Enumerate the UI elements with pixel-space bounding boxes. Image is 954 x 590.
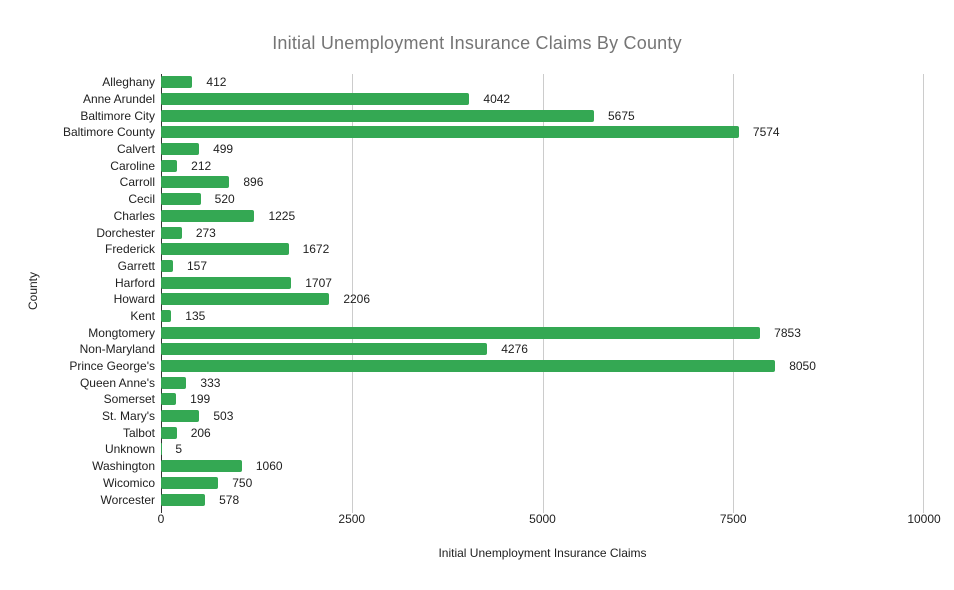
value-label: 1060 bbox=[255, 459, 283, 474]
chart-row bbox=[0, 308, 954, 325]
value-label: 333 bbox=[200, 375, 221, 390]
x-axis-title: Initial Unemployment Insurance Claims bbox=[438, 546, 647, 560]
category-label: Harford bbox=[114, 275, 155, 290]
category-label: Caroline bbox=[110, 158, 155, 173]
bar bbox=[161, 427, 177, 439]
chart-row bbox=[0, 491, 954, 508]
category-label: Worcester bbox=[100, 492, 155, 507]
category-label: Prince George's bbox=[69, 359, 155, 374]
bar bbox=[161, 494, 205, 506]
bar-area bbox=[161, 308, 924, 325]
bar-area bbox=[161, 324, 924, 341]
bar-area bbox=[161, 475, 924, 492]
chart-row bbox=[0, 274, 954, 291]
value-label: 4042 bbox=[483, 92, 511, 107]
bar-area bbox=[161, 291, 924, 308]
chart-row bbox=[0, 174, 954, 191]
value-label: 5675 bbox=[608, 108, 635, 123]
x-axis-tick-labels bbox=[157, 512, 941, 527]
bar-area bbox=[161, 441, 924, 458]
bar-area bbox=[161, 91, 924, 108]
bar bbox=[161, 176, 229, 188]
chart-row bbox=[0, 208, 954, 225]
x-tick-label: 0 bbox=[157, 512, 165, 526]
bar bbox=[161, 243, 289, 255]
value-label: 206 bbox=[190, 425, 211, 440]
category-label: Baltimore City bbox=[80, 108, 155, 123]
value-label: 2206 bbox=[343, 292, 371, 307]
category-label: Baltimore County bbox=[62, 125, 155, 140]
bar bbox=[161, 410, 199, 422]
chart-row bbox=[0, 241, 954, 258]
bar-area bbox=[161, 208, 924, 225]
bar-area bbox=[161, 408, 924, 425]
chart-row bbox=[0, 458, 954, 475]
chart-row bbox=[0, 124, 954, 141]
bar-area bbox=[161, 74, 924, 91]
chart-row bbox=[0, 341, 954, 358]
chart-row bbox=[0, 141, 954, 158]
category-label: Somerset bbox=[103, 392, 155, 407]
bar-area bbox=[161, 191, 924, 208]
value-label: 212 bbox=[191, 158, 212, 173]
value-label: 135 bbox=[185, 308, 206, 323]
y-axis-title: County bbox=[26, 271, 40, 311]
plot-rows bbox=[0, 74, 954, 508]
chart-row bbox=[0, 74, 954, 91]
bar-area bbox=[161, 141, 924, 158]
category-label: Charles bbox=[113, 208, 155, 223]
bar-area bbox=[161, 258, 924, 275]
category-label: Anne Arundel bbox=[82, 92, 155, 107]
chart-row bbox=[0, 191, 954, 208]
category-label: Dorchester bbox=[96, 225, 155, 240]
bar-area bbox=[161, 241, 924, 258]
bar bbox=[161, 126, 739, 138]
x-tick-label: 10000 bbox=[907, 512, 941, 526]
value-label: 1225 bbox=[268, 208, 296, 223]
bar-area bbox=[161, 374, 924, 391]
bar bbox=[161, 277, 291, 289]
bar bbox=[161, 93, 469, 105]
bar bbox=[161, 110, 594, 122]
category-label: Queen Anne's bbox=[79, 375, 155, 390]
chart-row bbox=[0, 408, 954, 425]
bar-area bbox=[161, 391, 924, 408]
chart-row bbox=[0, 324, 954, 341]
bar-area bbox=[161, 358, 924, 375]
value-label: 273 bbox=[195, 225, 216, 240]
bar bbox=[161, 193, 201, 205]
category-label: Carroll bbox=[119, 175, 155, 190]
bar bbox=[161, 310, 171, 322]
chart-row bbox=[0, 157, 954, 174]
bar bbox=[161, 327, 760, 339]
value-label: 896 bbox=[243, 175, 264, 190]
chart-row bbox=[0, 441, 954, 458]
value-label: 503 bbox=[213, 409, 234, 424]
category-label: Kent bbox=[130, 308, 155, 323]
category-label: Unknown bbox=[104, 442, 155, 457]
chart-row bbox=[0, 291, 954, 308]
bar bbox=[161, 393, 176, 405]
value-label: 7853 bbox=[774, 325, 801, 340]
chart-row bbox=[0, 107, 954, 124]
bar bbox=[161, 227, 182, 239]
category-label: Alleghany bbox=[102, 75, 155, 90]
chart-row bbox=[0, 358, 954, 375]
category-label: Garrett bbox=[117, 258, 155, 273]
bar bbox=[161, 210, 254, 222]
value-label: 578 bbox=[219, 492, 240, 507]
bar bbox=[161, 260, 173, 272]
value-label: 7574 bbox=[752, 125, 780, 140]
chart-row bbox=[0, 475, 954, 492]
bar bbox=[161, 377, 186, 389]
x-tick-label: 7500 bbox=[719, 512, 747, 526]
bar-area bbox=[161, 174, 924, 191]
category-label: Non-Maryland bbox=[79, 342, 155, 357]
chart-row bbox=[0, 91, 954, 108]
plot-area bbox=[0, 74, 954, 508]
bar-area bbox=[161, 157, 924, 174]
bar bbox=[161, 477, 218, 489]
chart-row bbox=[0, 224, 954, 241]
bar bbox=[161, 460, 242, 472]
category-label: St. Mary's bbox=[102, 409, 155, 424]
value-label: 199 bbox=[190, 392, 211, 407]
bar-area bbox=[161, 274, 924, 291]
value-label: 5 bbox=[175, 442, 183, 457]
value-label: 157 bbox=[186, 258, 207, 273]
bar-area bbox=[161, 107, 924, 124]
category-label: Cecil bbox=[128, 192, 155, 207]
value-label: 499 bbox=[213, 142, 234, 157]
category-label: Wicomico bbox=[102, 475, 155, 490]
bar-area bbox=[161, 224, 924, 241]
chart-row bbox=[0, 374, 954, 391]
bar-area bbox=[161, 424, 924, 441]
chart-row bbox=[0, 424, 954, 441]
bar-area bbox=[161, 341, 924, 358]
category-label: Mongtomery bbox=[88, 325, 155, 340]
value-label: 1672 bbox=[302, 242, 330, 257]
chart-row bbox=[0, 258, 954, 275]
category-label: Howard bbox=[113, 292, 155, 307]
bar-area bbox=[161, 491, 924, 508]
bar bbox=[161, 160, 177, 172]
category-label: Washington bbox=[92, 459, 155, 474]
value-label: 8050 bbox=[789, 359, 816, 374]
category-label: Talbot bbox=[122, 425, 155, 440]
bar bbox=[161, 76, 192, 88]
chart-row bbox=[0, 391, 954, 408]
value-label: 4276 bbox=[501, 342, 528, 357]
bar bbox=[161, 293, 329, 305]
x-tick-label: 2500 bbox=[338, 512, 366, 526]
bar bbox=[161, 360, 775, 372]
category-label: Calvert bbox=[116, 142, 155, 157]
x-tick-label: 5000 bbox=[529, 512, 556, 526]
bar bbox=[161, 143, 199, 155]
bar-area bbox=[161, 124, 924, 141]
value-label: 1707 bbox=[305, 275, 332, 290]
chart-title: Initial Unemployment Insurance Claims By County bbox=[272, 33, 682, 53]
value-label: 520 bbox=[214, 192, 235, 207]
value-label: 412 bbox=[206, 75, 227, 90]
category-label: Frederick bbox=[104, 242, 155, 257]
value-label: 750 bbox=[232, 475, 253, 490]
bar bbox=[161, 343, 487, 355]
bar-area bbox=[161, 458, 924, 475]
